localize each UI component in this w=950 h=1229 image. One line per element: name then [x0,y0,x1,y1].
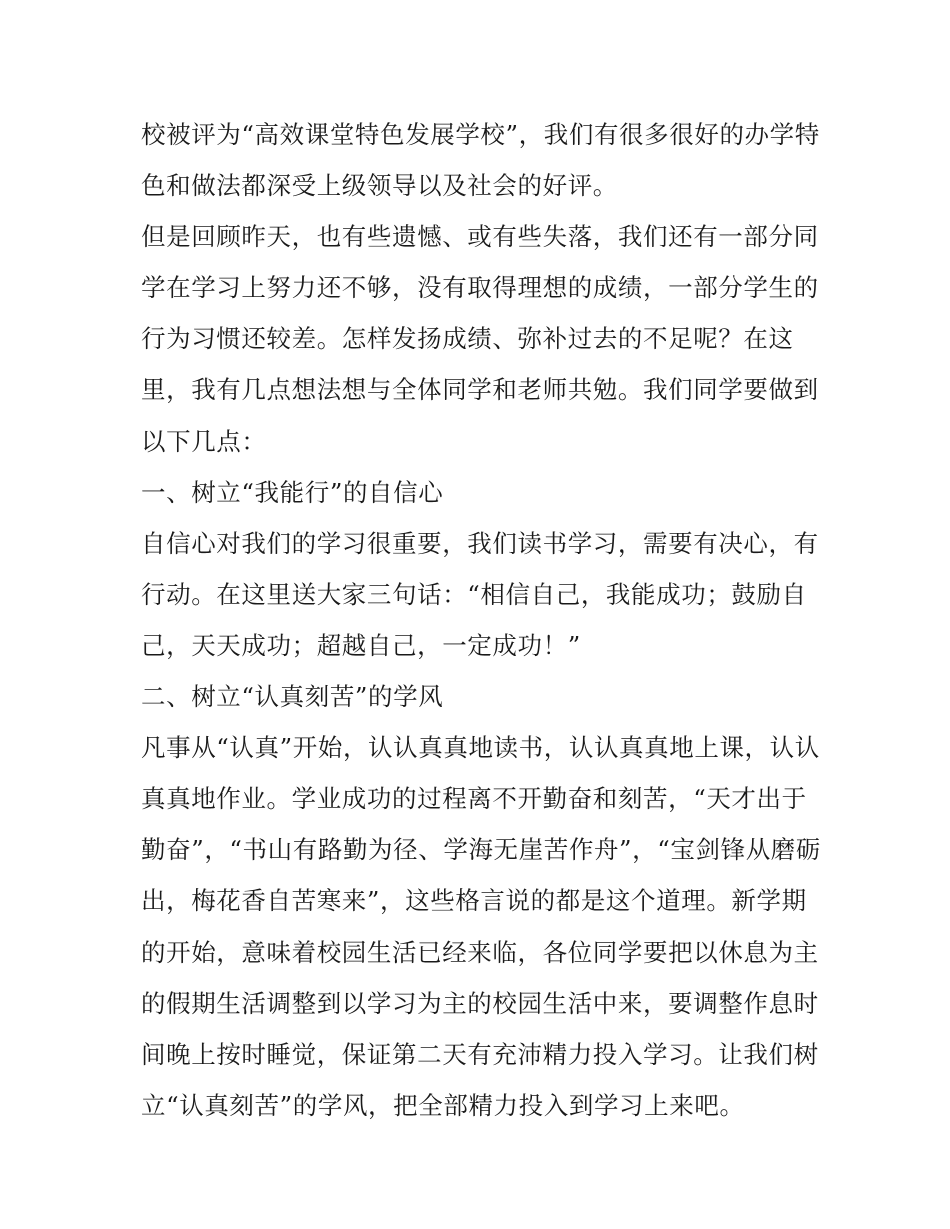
text-line-3: 但是回顾昨天，也有些遗憾、或有些失落，我们还有一部分同 [141,222,819,252]
text-line-5: 行为习惯还较差。怎样发扬成绩、弥补过去的不足呢？在这 [141,324,794,354]
text-line-2: 色和做法都深受上级领导以及社会的好评。 [141,171,618,201]
heading-2: 二、树立“认真刻苦”的学风 [141,682,444,712]
text-line-6: 里，我有几点想法想与全体同学和老师共勉。我们同学要做到 [141,375,819,405]
text-line-13: 凡事从“认真”开始，认认真真地读书，认认真真地上课，认认 [141,733,820,763]
text-line-7: 以下几点： [141,426,267,456]
text-line-1: 校被评为“高效课堂特色发展学校”，我们有很多很好的办学特 [141,120,820,149]
text-line-19: 间晚上按时睡觉，保证第二天有充沛精力投入学习。让我们树 [141,1039,819,1069]
text-line-9: 自信心对我们的学习很重要，我们读书学习，需要有决心，有 [141,528,819,558]
body-text [141,109,821,1131]
text-line-18: 的假期生活调整到以学习为主的校园生活中来，要调整作息时 [141,988,819,1018]
text-line-4: 学在学习上努力还不够，没有取得理想的成绩，一部分学生的 [141,273,819,303]
text-line-10: 行动。在这里送大家三句话：“相信自己，我能成功；鼓励自 [141,579,807,609]
heading-1: 一、树立“我能行”的自信心 [141,477,444,507]
text-line-20: 立“认真刻苦”的学风，把全部精力投入到学习上来吧。 [141,1090,745,1120]
text-line-16: 出，梅花香自苦寒来”，这些格言说的都是这个道理。新学期 [141,886,807,916]
text-line-15: 勤奋”，“书山有路勤为径、学海无崖苦作舟”，“宝剑锋从磨砺 [141,835,821,865]
text-line-17: 的开始，意味着校园生活已经来临，各位同学要把以休息为主 [141,937,819,967]
text-line-11: 己，天天成功；超越自己，一定成功！” [141,630,581,660]
text-line-14: 真真地作业。学业成功的过程离不开勤奋和刻苦，“天才出于 [141,784,807,814]
